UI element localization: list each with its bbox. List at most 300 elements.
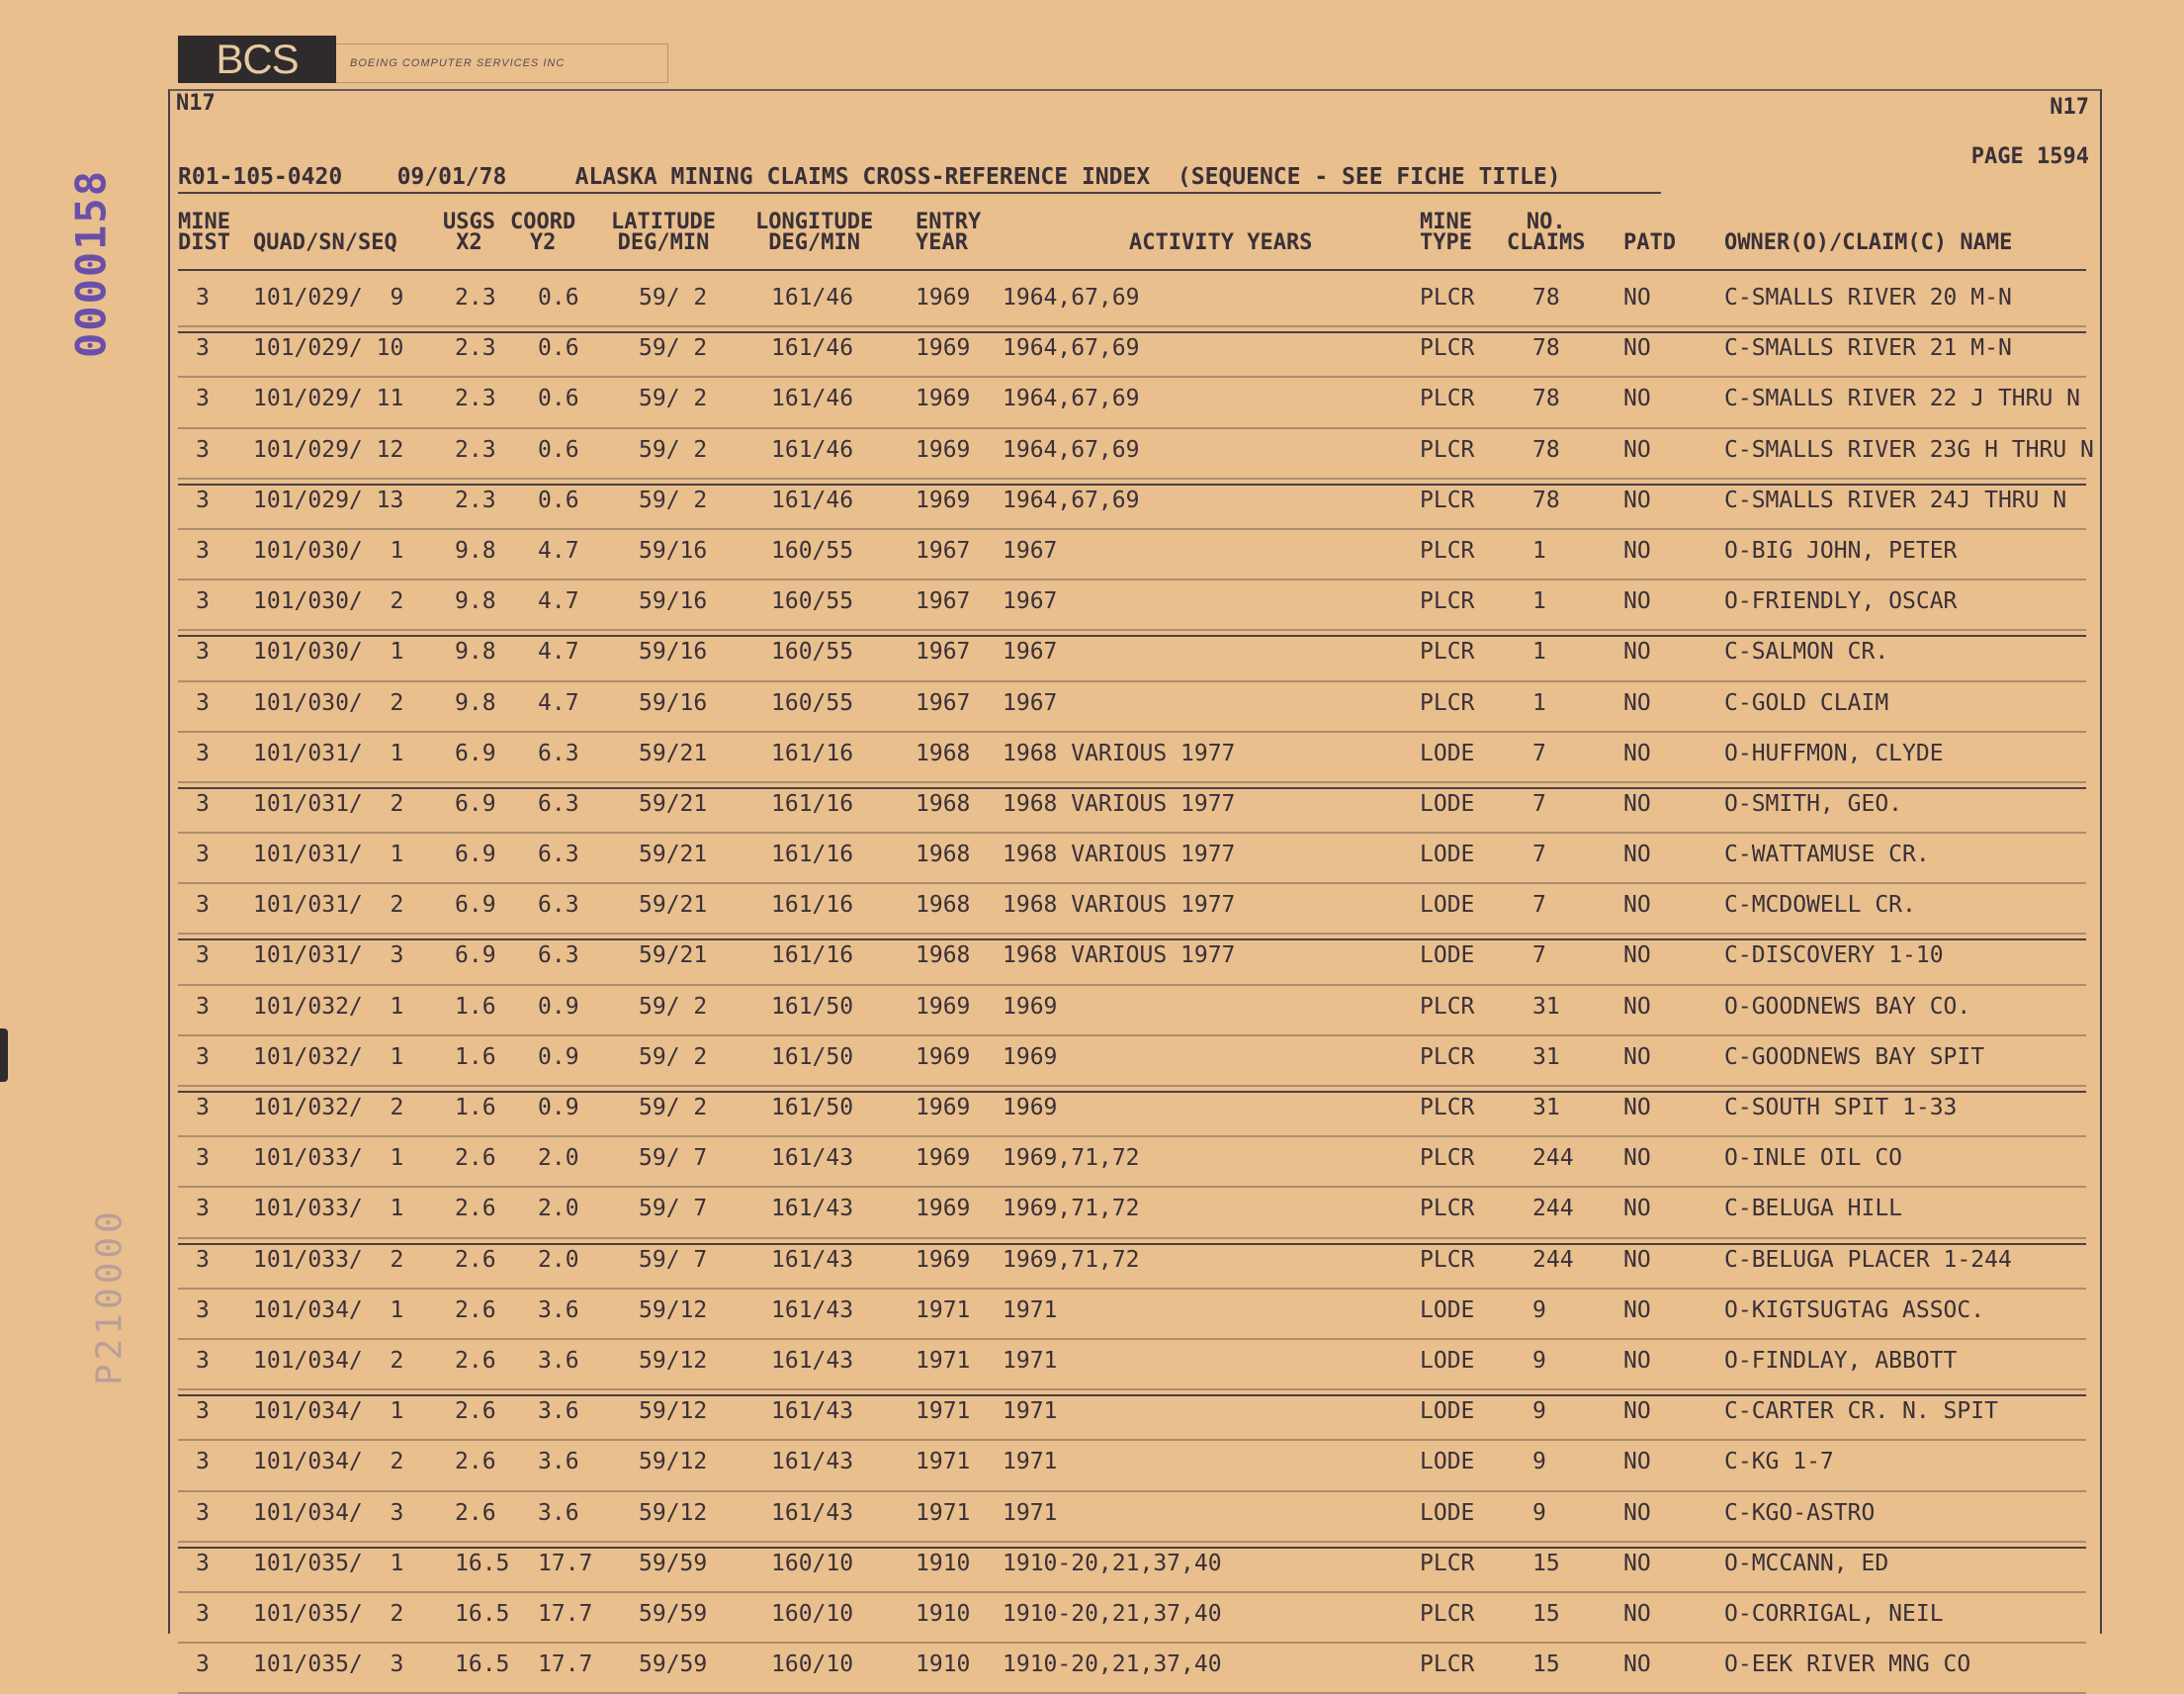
- owner-claim-cell: C-SMALLS RIVER 22 J THRU N: [1724, 386, 2081, 412]
- claims-cell: 9: [1532, 1347, 1546, 1374]
- claims-cell: 9: [1532, 1449, 1546, 1475]
- latitude-cell: 59/ 2: [639, 993, 708, 1020]
- mine-type-cell: PLCR: [1420, 1600, 1475, 1627]
- mine-type-cell: PLCR: [1420, 537, 1475, 564]
- patd-cell: NO: [1623, 537, 1651, 564]
- latitude-cell: 59/12: [639, 1449, 708, 1475]
- longitude-cell: 161/50: [771, 993, 854, 1020]
- activity-years-cell: 1964,67,69: [1003, 436, 1140, 463]
- usgs-x-cell: 2.3: [455, 487, 496, 513]
- mine-type-cell: LODE: [1420, 892, 1475, 919]
- longitude-cell: 161/46: [771, 386, 854, 412]
- claims-cell: 7: [1532, 942, 1546, 969]
- mine-type-cell: PLCR: [1420, 588, 1475, 615]
- owner-claim-cell: C-GOODNEWS BAY SPIT: [1724, 1043, 1985, 1070]
- mine-dist-cell: 3: [196, 740, 210, 766]
- quad-cell: 101/031/ 1: [253, 740, 404, 766]
- usgs-y-cell: 4.7: [538, 588, 579, 615]
- longitude-cell: 161/43: [771, 1499, 854, 1526]
- usgs-x-cell: 16.5: [455, 1550, 510, 1576]
- patd-cell: NO: [1623, 1550, 1651, 1576]
- report-title-line: [178, 164, 1661, 194]
- mine-type-cell: LODE: [1420, 1347, 1475, 1374]
- header-activity-years: ACTIVITY YEARS: [1129, 230, 1313, 255]
- claims-cell: 7: [1532, 892, 1546, 919]
- mine-type-cell: PLCR: [1420, 335, 1475, 362]
- quad-cell: 101/029/ 11: [253, 386, 404, 412]
- mine-type-cell: PLCR: [1420, 285, 1475, 311]
- patd-cell: NO: [1623, 740, 1651, 766]
- mine-type-cell: PLCR: [1420, 993, 1475, 1020]
- owner-claim-cell: C-MCDOWELL CR.: [1724, 892, 1916, 919]
- owner-claim-cell: O-EEK RIVER MNG CO: [1724, 1651, 1971, 1678]
- page-number: PAGE 1594: [1970, 144, 2089, 169]
- longitude-cell: 161/43: [771, 1398, 854, 1425]
- mine-dist-cell: 3: [196, 1145, 210, 1172]
- latitude-cell: 59/ 2: [639, 335, 708, 362]
- usgs-y-cell: 3.6: [538, 1499, 579, 1526]
- mine-type-cell: PLCR: [1420, 1196, 1475, 1222]
- usgs-y-cell: 0.9: [538, 993, 579, 1020]
- header-claims: NO. CLAIMS: [1507, 210, 1586, 255]
- usgs-x-cell: 2.6: [455, 1449, 496, 1475]
- usgs-y-cell: 3.6: [538, 1449, 579, 1475]
- quad-cell: 101/034/ 1: [253, 1296, 404, 1323]
- mine-type-cell: PLCR: [1420, 487, 1475, 513]
- usgs-x-cell: 6.9: [455, 942, 496, 969]
- claims-cell: 244: [1532, 1246, 1574, 1273]
- owner-claim-cell: C-SMALLS RIVER 21 M-N: [1724, 335, 2012, 362]
- mine-type-cell: LODE: [1420, 1449, 1475, 1475]
- longitude-cell: 161/43: [771, 1296, 854, 1323]
- latitude-cell: 59/21: [639, 790, 708, 817]
- entry-year-cell: 1969: [916, 436, 971, 463]
- activity-years-cell: 1968 VARIOUS 1977: [1003, 942, 1236, 969]
- entry-year-cell: 1971: [916, 1398, 971, 1425]
- usgs-x-cell: 2.3: [455, 335, 496, 362]
- usgs-y-cell: 4.7: [538, 639, 579, 666]
- table-row: [178, 1137, 2086, 1188]
- mine-type-cell: PLCR: [1420, 386, 1475, 412]
- table-row: [178, 733, 2086, 783]
- usgs-y-cell: 0.6: [538, 487, 579, 513]
- table-row: [178, 1239, 2086, 1290]
- usgs-y-cell: 17.7: [538, 1600, 593, 1627]
- mine-dist-cell: 3: [196, 892, 210, 919]
- header-latitude: LATITUDE DEG/MIN: [611, 210, 716, 255]
- activity-years-cell: 1971: [1003, 1449, 1058, 1475]
- patd-cell: NO: [1623, 335, 1651, 362]
- owner-claim-cell: O-HUFFMON, CLYDE: [1724, 740, 1944, 766]
- mine-dist-cell: 3: [196, 1398, 210, 1425]
- table-row: [178, 429, 2094, 480]
- patd-cell: NO: [1623, 1043, 1651, 1070]
- latitude-cell: 59/ 7: [639, 1145, 708, 1172]
- table-row: [178, 1390, 2086, 1441]
- owner-claim-cell: C-KGO-ASTRO: [1724, 1499, 1876, 1526]
- usgs-x-cell: 2.6: [455, 1196, 496, 1222]
- entry-year-cell: 1969: [916, 1145, 971, 1172]
- quad-cell: 101/031/ 3: [253, 942, 404, 969]
- usgs-x-cell: 2.6: [455, 1347, 496, 1374]
- quad-cell: 101/034/ 1: [253, 1398, 404, 1425]
- latitude-cell: 59/12: [639, 1398, 708, 1425]
- entry-year-cell: 1969: [916, 335, 971, 362]
- mine-type-cell: LODE: [1420, 1296, 1475, 1323]
- mine-type-cell: PLCR: [1420, 436, 1475, 463]
- activity-years-cell: 1971: [1003, 1347, 1058, 1374]
- activity-years-cell: 1964,67,69: [1003, 487, 1140, 513]
- header-quad: QUAD/SN/SEQ: [253, 230, 397, 255]
- header-longitude: LONGITUDE DEG/MIN: [755, 210, 874, 255]
- claims-cell: 31: [1532, 1043, 1560, 1070]
- patd-cell: NO: [1623, 487, 1651, 513]
- mine-dist-cell: 3: [196, 335, 210, 362]
- usgs-y-cell: 0.6: [538, 386, 579, 412]
- table-row: [178, 1290, 2086, 1340]
- edge-mark: [0, 1028, 8, 1082]
- owner-claim-cell: C-GOLD CLAIM: [1724, 689, 1889, 716]
- quad-cell: 101/029/ 9: [253, 285, 404, 311]
- longitude-cell: 161/43: [771, 1246, 854, 1273]
- mine-dist-cell: 3: [196, 1651, 210, 1678]
- longitude-cell: 160/55: [771, 689, 854, 716]
- claims-cell: 9: [1532, 1296, 1546, 1323]
- usgs-y-cell: 0.6: [538, 436, 579, 463]
- claims-cell: 31: [1532, 1095, 1560, 1120]
- claims-cell: 78: [1532, 285, 1560, 311]
- mine-dist-cell: 3: [196, 588, 210, 615]
- usgs-y-cell: 0.9: [538, 1043, 579, 1070]
- patd-cell: NO: [1623, 1499, 1651, 1526]
- claims-cell: 1: [1532, 639, 1546, 666]
- usgs-x-cell: 1.6: [455, 1095, 496, 1120]
- claims-cell: 9: [1532, 1499, 1546, 1526]
- activity-years-cell: 1969,71,72: [1003, 1145, 1140, 1172]
- mine-type-cell: PLCR: [1420, 1246, 1475, 1273]
- usgs-y-cell: 3.6: [538, 1296, 579, 1323]
- activity-years-cell: 1968 VARIOUS 1977: [1003, 842, 1236, 868]
- entry-year-cell: 1968: [916, 740, 971, 766]
- latitude-cell: 59/21: [639, 892, 708, 919]
- usgs-y-cell: 6.3: [538, 842, 579, 868]
- claims-table: [178, 277, 2094, 1694]
- longitude-cell: 161/16: [771, 892, 854, 919]
- entry-year-cell: 1971: [916, 1296, 971, 1323]
- latitude-cell: 59/16: [639, 689, 708, 716]
- mine-dist-cell: 3: [196, 1095, 210, 1120]
- owner-claim-cell: O-FRIENDLY, OSCAR: [1724, 588, 1958, 615]
- owner-claim-cell: O-SMITH, GEO.: [1724, 790, 1903, 817]
- latitude-cell: 59/ 2: [639, 1043, 708, 1070]
- header-owner: OWNER(O)/CLAIM(C) NAME: [1724, 230, 2013, 255]
- usgs-y-cell: 2.0: [538, 1246, 579, 1273]
- usgs-x-cell: 2.6: [455, 1499, 496, 1526]
- owner-claim-cell: C-WATTAMUSE CR.: [1724, 842, 1930, 868]
- patd-cell: NO: [1623, 1296, 1651, 1323]
- mine-dist-cell: 3: [196, 842, 210, 868]
- quad-cell: 101/034/ 3: [253, 1499, 404, 1526]
- latitude-cell: 59/ 7: [639, 1196, 708, 1222]
- patd-cell: NO: [1623, 993, 1651, 1020]
- owner-claim-cell: C-KG 1-7: [1724, 1449, 1834, 1475]
- usgs-x-cell: 6.9: [455, 842, 496, 868]
- table-row: [178, 1087, 2086, 1137]
- longitude-cell: 161/16: [771, 790, 854, 817]
- latitude-cell: 59/21: [639, 842, 708, 868]
- report-date: 09/01/78: [396, 164, 507, 190]
- activity-years-cell: 1969,71,72: [1003, 1246, 1140, 1273]
- activity-years-cell: 1969: [1003, 993, 1058, 1020]
- patd-cell: NO: [1623, 1398, 1651, 1425]
- owner-claim-cell: C-SMALLS RIVER 24J THRU N: [1724, 487, 2067, 513]
- activity-years-cell: 1969: [1003, 1095, 1058, 1120]
- usgs-y-cell: 2.0: [538, 1196, 579, 1222]
- patd-cell: NO: [1623, 1196, 1651, 1222]
- table-row: [178, 1036, 2086, 1087]
- column-header-row: [178, 208, 2086, 271]
- table-row: [178, 480, 2086, 530]
- logo-tagline: BOEING COMPUTER SERVICES INC: [336, 44, 668, 83]
- usgs-y-cell: 4.7: [538, 689, 579, 716]
- latitude-cell: 59/ 2: [639, 386, 708, 412]
- usgs-x-cell: 9.8: [455, 588, 496, 615]
- mine-dist-cell: 3: [196, 1449, 210, 1475]
- patd-cell: NO: [1623, 790, 1651, 817]
- entry-year-cell: 1969: [916, 1196, 971, 1222]
- activity-years-cell: 1964,67,69: [1003, 285, 1140, 311]
- latitude-cell: 59/16: [639, 588, 708, 615]
- quad-cell: 101/033/ 1: [253, 1145, 404, 1172]
- usgs-x-cell: 9.8: [455, 689, 496, 716]
- entry-year-cell: 1968: [916, 942, 971, 969]
- usgs-y-cell: 17.7: [538, 1550, 593, 1576]
- claims-cell: 78: [1532, 335, 1560, 362]
- table-row: [178, 277, 2086, 327]
- mine-type-cell: LODE: [1420, 740, 1475, 766]
- mine-type-cell: PLCR: [1420, 1550, 1475, 1576]
- longitude-cell: 160/10: [771, 1550, 854, 1576]
- table-row: [178, 327, 2086, 378]
- claims-cell: 15: [1532, 1600, 1560, 1627]
- owner-claim-cell: C-BELUGA HILL: [1724, 1196, 1903, 1222]
- latitude-cell: 59/12: [639, 1499, 708, 1526]
- longitude-cell: 160/10: [771, 1600, 854, 1627]
- latitude-cell: 59/12: [639, 1296, 708, 1323]
- patd-cell: NO: [1623, 436, 1651, 463]
- mine-dist-cell: 3: [196, 285, 210, 311]
- usgs-x-cell: 2.6: [455, 1246, 496, 1273]
- fiche-id-right: N17: [2050, 95, 2089, 120]
- activity-years-cell: 1967: [1003, 588, 1058, 615]
- activity-years-cell: 1967: [1003, 639, 1058, 666]
- usgs-x-cell: 9.8: [455, 537, 496, 564]
- latitude-cell: 59/ 2: [639, 1095, 708, 1120]
- usgs-x-cell: 2.3: [455, 386, 496, 412]
- mine-dist-cell: 3: [196, 537, 210, 564]
- entry-year-cell: 1968: [916, 842, 971, 868]
- latitude-cell: 59/21: [639, 740, 708, 766]
- usgs-y-cell: 6.3: [538, 790, 579, 817]
- patd-cell: NO: [1623, 942, 1651, 969]
- owner-claim-cell: O-BIG JOHN, PETER: [1724, 537, 1958, 564]
- owner-claim-cell: O-FINDLAY, ABBOTT: [1724, 1347, 1958, 1374]
- entry-year-cell: 1910: [916, 1550, 971, 1576]
- mine-type-cell: PLCR: [1420, 1145, 1475, 1172]
- activity-years-cell: 1964,67,69: [1003, 335, 1140, 362]
- usgs-y-cell: 17.7: [538, 1651, 593, 1678]
- mine-dist-cell: 3: [196, 1246, 210, 1273]
- entry-year-cell: 1968: [916, 790, 971, 817]
- claims-cell: 31: [1532, 993, 1560, 1020]
- table-row: [178, 1492, 2086, 1543]
- patd-cell: NO: [1623, 1449, 1651, 1475]
- header-usgs-x: USGS X2: [443, 210, 495, 255]
- usgs-x-cell: 6.9: [455, 790, 496, 817]
- table-row: [178, 935, 2086, 985]
- header-mine-type: MINE TYPE: [1420, 210, 1472, 255]
- mine-type-cell: PLCR: [1420, 1651, 1475, 1678]
- patd-cell: NO: [1623, 588, 1651, 615]
- mine-dist-cell: 3: [196, 993, 210, 1020]
- usgs-x-cell: 16.5: [455, 1600, 510, 1627]
- patd-cell: NO: [1623, 1145, 1651, 1172]
- quad-cell: 101/029/ 13: [253, 487, 404, 513]
- patd-cell: NO: [1623, 842, 1651, 868]
- latitude-cell: 59/59: [639, 1550, 708, 1576]
- usgs-y-cell: 0.6: [538, 335, 579, 362]
- latitude-cell: 59/16: [639, 537, 708, 564]
- quad-cell: 101/031/ 2: [253, 790, 404, 817]
- table-row: [178, 378, 2086, 428]
- table-row: [178, 783, 2086, 834]
- mine-dist-cell: 3: [196, 436, 210, 463]
- mine-type-cell: PLCR: [1420, 639, 1475, 666]
- quad-cell: 101/033/ 2: [253, 1246, 404, 1273]
- entry-year-cell: 1967: [916, 639, 971, 666]
- longitude-cell: 161/46: [771, 285, 854, 311]
- mine-dist-cell: 3: [196, 1499, 210, 1526]
- patd-cell: NO: [1623, 1651, 1651, 1678]
- mine-type-cell: LODE: [1420, 1499, 1475, 1526]
- longitude-cell: 161/50: [771, 1043, 854, 1070]
- claims-cell: 78: [1532, 487, 1560, 513]
- mine-dist-cell: 3: [196, 386, 210, 412]
- usgs-y-cell: 2.0: [538, 1145, 579, 1172]
- owner-claim-cell: C-SOUTH SPIT 1-33: [1724, 1095, 1958, 1120]
- latitude-cell: 59/16: [639, 639, 708, 666]
- table-row: [178, 682, 2086, 733]
- faint-stamp: P210000: [89, 1207, 131, 1385]
- activity-years-cell: 1969,71,72: [1003, 1196, 1140, 1222]
- owner-claim-cell: C-BELUGA PLACER 1-244: [1724, 1246, 2012, 1273]
- quad-cell: 101/033/ 1: [253, 1196, 404, 1222]
- longitude-cell: 161/16: [771, 740, 854, 766]
- owner-claim-cell: O-KIGTSUGTAG ASSOC.: [1724, 1296, 1985, 1323]
- quad-cell: 101/034/ 2: [253, 1347, 404, 1374]
- longitude-cell: 160/10: [771, 1651, 854, 1678]
- mine-dist-cell: 3: [196, 1347, 210, 1374]
- latitude-cell: 59/ 7: [639, 1246, 708, 1273]
- activity-years-cell: 1971: [1003, 1296, 1058, 1323]
- activity-years-cell: 1969: [1003, 1043, 1058, 1070]
- usgs-x-cell: 2.6: [455, 1296, 496, 1323]
- entry-year-cell: 1971: [916, 1499, 971, 1526]
- mine-type-cell: LODE: [1420, 1398, 1475, 1425]
- activity-years-cell: 1967: [1003, 689, 1058, 716]
- usgs-x-cell: 2.6: [455, 1398, 496, 1425]
- mine-dist-cell: 3: [196, 942, 210, 969]
- owner-claim-cell: O-GOODNEWS BAY CO.: [1724, 993, 1971, 1020]
- header-patd: PATD: [1623, 230, 1676, 255]
- claims-cell: 7: [1532, 842, 1546, 868]
- owner-claim-cell: C-DISCOVERY 1-10: [1724, 942, 1944, 969]
- quad-cell: 101/032/ 2: [253, 1095, 404, 1120]
- latitude-cell: 59/ 2: [639, 436, 708, 463]
- entry-year-cell: 1971: [916, 1347, 971, 1374]
- longitude-cell: 161/50: [771, 1095, 854, 1120]
- longitude-cell: 161/46: [771, 436, 854, 463]
- owner-claim-cell: O-CORRIGAL, NEIL: [1724, 1600, 1944, 1627]
- activity-years-cell: 1910-20,21,37,40: [1003, 1651, 1222, 1678]
- activity-years-cell: 1910-20,21,37,40: [1003, 1600, 1222, 1627]
- patd-cell: NO: [1623, 689, 1651, 716]
- report-title: ALASKA MINING CLAIMS CROSS-REFERENCE INDEX (SEQUENCE - SEE FICHE TITLE): [574, 164, 1561, 190]
- entry-year-cell: 1969: [916, 487, 971, 513]
- usgs-x-cell: 6.9: [455, 740, 496, 766]
- table-row: [178, 884, 2086, 935]
- entry-year-cell: 1969: [916, 285, 971, 311]
- table-row: [178, 834, 2086, 884]
- report-id: R01-105-0420: [178, 164, 343, 190]
- quad-cell: 101/035/ 1: [253, 1550, 404, 1576]
- quad-cell: 101/031/ 2: [253, 892, 404, 919]
- mine-dist-cell: 3: [196, 1196, 210, 1222]
- mine-type-cell: PLCR: [1420, 689, 1475, 716]
- table-row: [178, 631, 2086, 681]
- claims-cell: 78: [1532, 386, 1560, 412]
- claims-cell: 7: [1532, 790, 1546, 817]
- usgs-x-cell: 1.6: [455, 1043, 496, 1070]
- usgs-y-cell: 0.6: [538, 285, 579, 311]
- latitude-cell: 59/ 2: [639, 285, 708, 311]
- owner-claim-cell: C-SALMON CR.: [1724, 639, 1889, 666]
- table-row: [178, 1543, 2086, 1593]
- activity-years-cell: 1964,67,69: [1003, 386, 1140, 412]
- latitude-cell: 59/59: [639, 1651, 708, 1678]
- entry-year-cell: 1910: [916, 1651, 971, 1678]
- quad-cell: 101/030/ 1: [253, 537, 404, 564]
- quad-cell: 101/035/ 3: [253, 1651, 404, 1678]
- mine-dist-cell: 3: [196, 1600, 210, 1627]
- table-row: [178, 1340, 2086, 1390]
- claims-cell: 244: [1532, 1196, 1574, 1222]
- longitude-cell: 161/16: [771, 942, 854, 969]
- table-row: [178, 986, 2086, 1036]
- mine-dist-cell: 3: [196, 790, 210, 817]
- patd-cell: NO: [1623, 1600, 1651, 1627]
- entry-year-cell: 1967: [916, 537, 971, 564]
- quad-cell: 101/029/ 12: [253, 436, 404, 463]
- entry-year-cell: 1967: [916, 689, 971, 716]
- header-usgs-y: COORD Y2: [510, 210, 576, 255]
- entry-year-cell: 1967: [916, 588, 971, 615]
- latitude-cell: 59/12: [639, 1347, 708, 1374]
- entry-year-cell: 1969: [916, 1043, 971, 1070]
- usgs-y-cell: 0.9: [538, 1095, 579, 1120]
- claims-cell: 15: [1532, 1550, 1560, 1576]
- activity-years-cell: 1910-20,21,37,40: [1003, 1550, 1222, 1576]
